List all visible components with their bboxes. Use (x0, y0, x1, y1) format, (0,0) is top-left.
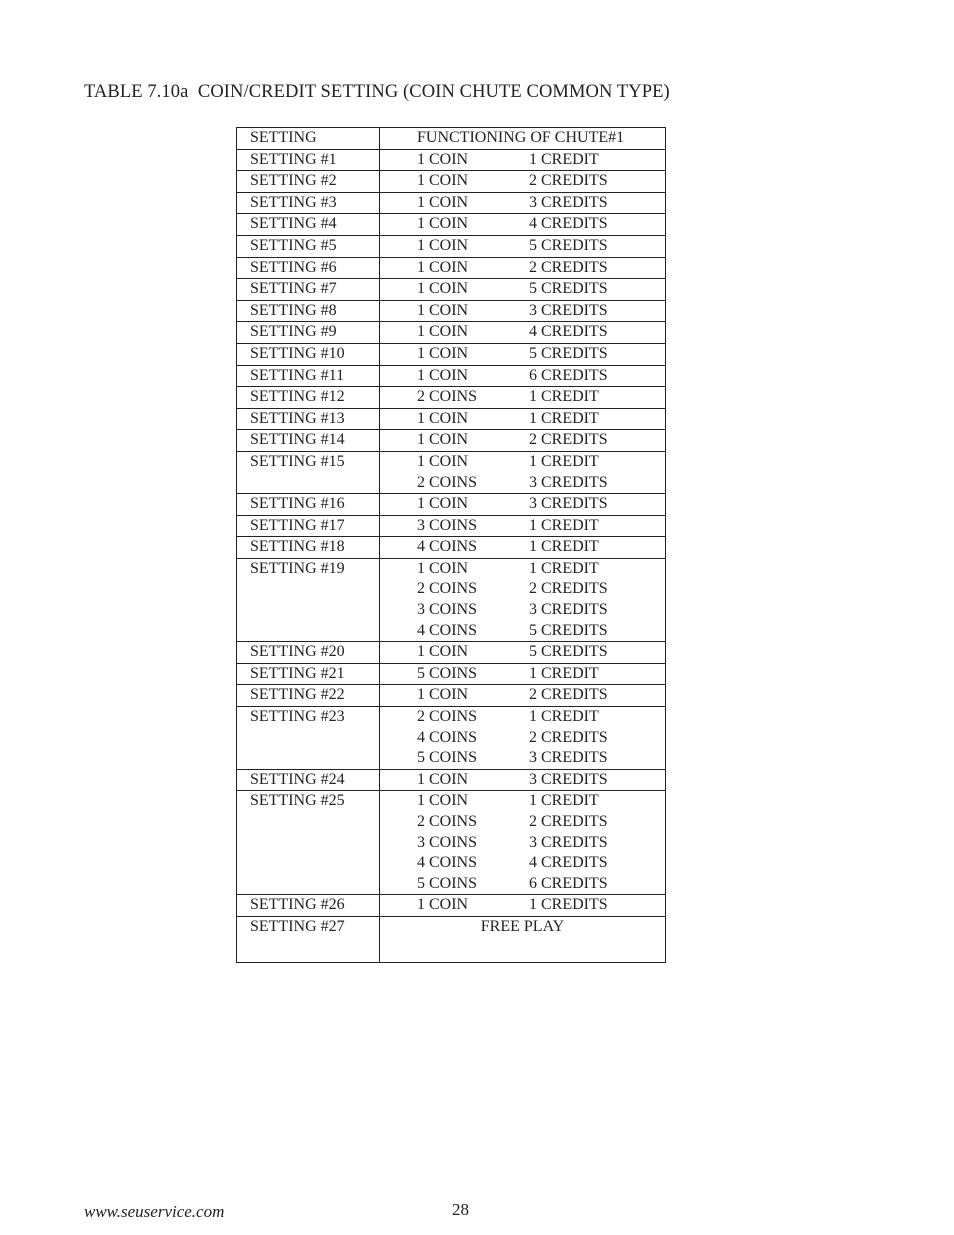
coin-credit-line (417, 600, 665, 621)
credits-value: 5 CREDITS (529, 344, 608, 362)
table-row (237, 537, 666, 559)
function-cell (380, 537, 666, 559)
function-cell (380, 322, 666, 344)
table-row (237, 214, 666, 236)
credits-value: 3 CREDITS (529, 473, 608, 491)
table-row (237, 235, 666, 257)
coins-value: 2 COINS (417, 813, 478, 830)
coin-credit-line (417, 150, 665, 171)
function-cell (380, 685, 666, 707)
table-row (237, 430, 666, 452)
coin-credit-line (417, 642, 665, 663)
coin-credit-line (417, 748, 665, 769)
coin-credit-line (417, 171, 665, 192)
coin-credit-line (417, 621, 665, 642)
coins-value: 3 COINS (417, 833, 478, 851)
table-row (237, 300, 666, 322)
table-row (237, 387, 666, 409)
coins-value: 5 COINS (417, 874, 478, 892)
coin-credit-line (417, 258, 665, 279)
coin-credit-line (417, 214, 665, 235)
function-cell (380, 451, 666, 493)
function-cell (380, 279, 666, 301)
setting-cell: SETTING #4 (237, 214, 380, 236)
coins-value: 1 COIN (417, 559, 469, 577)
setting-cell: SETTING #11 (237, 365, 380, 387)
table-row (237, 707, 666, 770)
coin-credit-line (417, 791, 665, 812)
coins-value: 1 COIN (417, 896, 469, 914)
coins-value: 1 COIN (417, 172, 469, 190)
coin-credit-line (417, 409, 665, 430)
credits-value: 1 CREDIT (529, 388, 599, 406)
credits-value: 5 CREDITS (529, 621, 608, 639)
page-number: 28 (452, 1200, 469, 1219)
setting-cell: SETTING #18 (237, 537, 380, 559)
credits-value: 3 CREDITS (529, 301, 608, 319)
credits-value: 5 CREDITS (529, 236, 608, 254)
credits-value: 3 CREDITS (529, 770, 608, 788)
setting-cell: SETTING #12 (237, 387, 380, 409)
function-cell (380, 408, 666, 430)
table-row (237, 149, 666, 171)
coin-credit-table-container (236, 127, 665, 963)
credits-value: 2 CREDITS (529, 813, 608, 830)
function-cell (380, 300, 666, 322)
setting-cell: SETTING #6 (237, 257, 380, 279)
credits-value: 4 CREDITS (529, 323, 608, 341)
coins-value: 1 COIN (417, 280, 469, 298)
function-cell (380, 430, 666, 452)
header-function: FUNCTIONING OF CHUTE#1 (380, 128, 666, 150)
credits-value: 6 CREDITS (529, 366, 608, 384)
coins-value: 3 COINS (417, 601, 478, 619)
credits-value: 1 CREDIT (529, 150, 599, 168)
credits-value: 3 CREDITS (529, 601, 608, 619)
setting-cell: SETTING #13 (237, 408, 380, 430)
setting-cell: SETTING #26 (237, 895, 380, 917)
setting-cell: SETTING #22 (237, 685, 380, 707)
setting-cell: SETTING #21 (237, 663, 380, 685)
table-row (237, 279, 666, 301)
coins-value: 1 COIN (417, 323, 469, 341)
credits-value: 2 CREDITS (529, 431, 608, 449)
coins-value: 3 COINS (417, 516, 478, 534)
coin-credit-line (417, 494, 665, 515)
credits-value: 3 CREDITS (529, 193, 608, 211)
coin-credit-line (417, 664, 665, 685)
footer-url: www.seuservice.com (84, 1202, 225, 1221)
coins-value: 1 COIN (417, 150, 469, 168)
table-row (237, 343, 666, 365)
credits-value: 2 CREDITS (529, 172, 608, 190)
table-row (237, 916, 666, 962)
function-cell (380, 171, 666, 193)
setting-cell: SETTING #27 (237, 916, 380, 962)
coins-value: 2 COINS (417, 708, 478, 726)
function-cell (380, 895, 666, 917)
coins-value: 1 COIN (417, 792, 469, 810)
credits-value: 1 CREDIT (529, 708, 599, 726)
table-row (237, 322, 666, 344)
function-cell (380, 515, 666, 537)
setting-cell: SETTING #5 (237, 235, 380, 257)
table-row (237, 365, 666, 387)
credits-value: 2 CREDITS (529, 728, 608, 746)
coins-value: 1 COIN (417, 236, 469, 254)
coins-value: 1 COIN (417, 344, 469, 362)
coin-credit-line (417, 430, 665, 451)
credits-value: 1 CREDIT (529, 409, 599, 427)
coin-credit-line (417, 895, 665, 916)
function-cell (380, 257, 666, 279)
function-cell (380, 149, 666, 171)
coin-credit-line (417, 685, 665, 706)
coins-value: 4 COINS (417, 621, 478, 639)
function-cell (380, 642, 666, 664)
coin-credit-line (417, 728, 665, 749)
setting-cell: SETTING #14 (237, 430, 380, 452)
coins-value: 1 COIN (417, 495, 469, 513)
credits-value: 1 CREDIT (529, 792, 599, 810)
credits-value: 1 CREDIT (529, 516, 599, 534)
coins-value: 1 COIN (417, 452, 469, 470)
function-cell (380, 769, 666, 791)
setting-cell: SETTING #17 (237, 515, 380, 537)
credits-value: 1 CREDIT (529, 664, 599, 682)
coins-value: 1 COIN (417, 431, 469, 449)
coin-credit-line (417, 366, 665, 387)
coin-credit-line (417, 473, 665, 494)
setting-cell: SETTING #2 (237, 171, 380, 193)
coin-credit-line (417, 452, 665, 473)
coins-value: 5 COINS (417, 664, 478, 682)
table-row (237, 257, 666, 279)
coin-credit-table (236, 127, 666, 963)
credits-value: 5 CREDITS (529, 643, 608, 661)
function-cell (380, 343, 666, 365)
coins-value: 4 COINS (417, 854, 478, 872)
coin-credit-line (417, 707, 665, 728)
setting-cell: SETTING #10 (237, 343, 380, 365)
setting-cell: SETTING #1 (237, 149, 380, 171)
function-cell (380, 387, 666, 409)
credits-value: 2 CREDITS (529, 580, 608, 598)
coin-credit-line (417, 301, 665, 322)
coin-credit-line (417, 516, 665, 537)
setting-cell: SETTING #15 (237, 451, 380, 493)
table-row (237, 408, 666, 430)
credits-value: 4 CREDITS (529, 215, 608, 233)
credits-value: 1 CREDITS (529, 896, 608, 914)
function-cell (380, 558, 666, 641)
coins-value: 1 COIN (417, 193, 469, 211)
table-row (237, 558, 666, 641)
coin-credit-line (417, 559, 665, 580)
setting-cell: SETTING #20 (237, 642, 380, 664)
free-play-cell: FREE PLAY (380, 916, 666, 962)
coin-credit-line (417, 579, 665, 600)
setting-cell: SETTING #8 (237, 300, 380, 322)
setting-cell: SETTING #19 (237, 558, 380, 641)
credits-value: 1 CREDIT (529, 452, 599, 470)
table-row (237, 791, 666, 895)
coin-credit-line (417, 193, 665, 214)
credits-value: 4 CREDITS (529, 854, 608, 872)
function-cell (380, 791, 666, 895)
coins-value: 4 COINS (417, 538, 478, 556)
coins-value: 1 COIN (417, 409, 469, 427)
coins-value: 1 COIN (417, 301, 469, 319)
table-row (237, 642, 666, 664)
table-row (237, 515, 666, 537)
coins-value: 1 COIN (417, 643, 469, 661)
coins-value: 2 COINS (417, 473, 478, 491)
coins-value: 1 COIN (417, 366, 469, 384)
setting-cell: SETTING #7 (237, 279, 380, 301)
function-cell (380, 235, 666, 257)
coins-value: 4 COINS (417, 728, 478, 746)
coins-value: 2 COINS (417, 388, 478, 406)
table-body (237, 149, 666, 962)
coins-value: 1 COIN (417, 258, 469, 276)
table-title: TABLE 7.10a COIN/CREDIT SETTING (COIN CHUTE COMMON TYPE) (84, 82, 670, 102)
header-setting: SETTING (237, 128, 380, 150)
credits-value: 3 CREDITS (529, 495, 608, 513)
table-row (237, 769, 666, 791)
function-cell (380, 663, 666, 685)
setting-cell: SETTING #24 (237, 769, 380, 791)
coin-credit-line (417, 236, 665, 257)
coin-credit-line (417, 279, 665, 300)
credits-value: 2 CREDITS (529, 686, 608, 704)
table-row (237, 895, 666, 917)
coin-credit-line (417, 853, 665, 874)
coin-credit-line (417, 537, 665, 558)
setting-cell: SETTING #23 (237, 707, 380, 770)
table-row (237, 494, 666, 516)
coin-credit-line (417, 812, 665, 833)
credits-value: 3 CREDITS (529, 833, 608, 851)
coin-credit-line (417, 322, 665, 343)
coins-value: 1 COIN (417, 686, 469, 704)
coin-credit-line (417, 770, 665, 791)
credits-value: 1 CREDIT (529, 559, 599, 577)
credits-value: 5 CREDITS (529, 280, 608, 298)
credits-value: 2 CREDITS (529, 258, 608, 276)
credits-value: 6 CREDITS (529, 874, 608, 892)
setting-cell: SETTING #9 (237, 322, 380, 344)
function-cell (380, 214, 666, 236)
coin-credit-line (417, 387, 665, 408)
table-row (237, 685, 666, 707)
table-row (237, 192, 666, 214)
coins-value: 1 COIN (417, 215, 469, 233)
coin-credit-line (417, 833, 665, 854)
coins-value: 1 COIN (417, 770, 469, 788)
setting-cell: SETTING #3 (237, 192, 380, 214)
setting-cell: SETTING #25 (237, 791, 380, 895)
coins-value: 5 COINS (417, 749, 478, 767)
table-row (237, 663, 666, 685)
setting-cell: SETTING #16 (237, 494, 380, 516)
function-cell (380, 192, 666, 214)
table-header-row (237, 128, 666, 150)
function-cell (380, 494, 666, 516)
credits-value: 1 CREDIT (529, 538, 599, 556)
credits-value: 3 CREDITS (529, 749, 608, 767)
coins-value: 2 COINS (417, 580, 478, 598)
table-row (237, 451, 666, 493)
function-cell (380, 365, 666, 387)
table-row (237, 171, 666, 193)
coin-credit-line (417, 344, 665, 365)
function-cell (380, 707, 666, 770)
coin-credit-line (417, 874, 665, 895)
